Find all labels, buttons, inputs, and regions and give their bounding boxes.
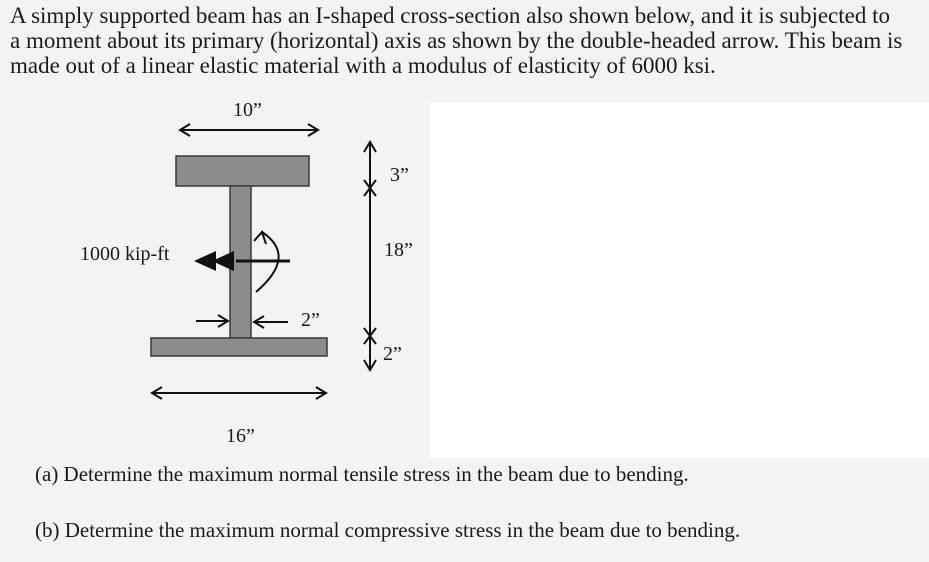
- web-thickness-label: 2”: [301, 309, 320, 331]
- top-flange-width-label: 10”: [233, 99, 262, 121]
- intro-line-3: made out of a linear elastic material with a modulus of elasticity of 6000 ksi.: [10, 53, 716, 78]
- top-flange: [176, 156, 309, 186]
- bottom-flange-width-label: 16”: [226, 425, 255, 447]
- moment-label: 1000 kip-ft: [80, 243, 170, 265]
- intro-line-1: A simply supported beam has an I-shaped cross-section also shown below, and it is subjected to: [10, 3, 891, 28]
- vertical-dimension-line: [364, 142, 376, 370]
- intro-line-2: a moment about its primary (horizontal) axis as shown by the double-headed arrow. This beam is: [10, 28, 903, 53]
- bottom-flange: [151, 338, 327, 356]
- bottom-flange-thickness-label: 2”: [383, 343, 402, 365]
- question-a: (a) Determine the maximum normal tensile stress in the beam due to bending.: [35, 462, 689, 486]
- web-height-label: 18”: [384, 239, 413, 261]
- top-flange-width-arrow: [180, 124, 318, 136]
- top-flange-thickness-label: 3”: [390, 164, 409, 186]
- question-b: (b) Determine the maximum normal compressive stress in the beam due to bending.: [35, 518, 741, 542]
- bottom-flange-width-arrow: [152, 387, 326, 399]
